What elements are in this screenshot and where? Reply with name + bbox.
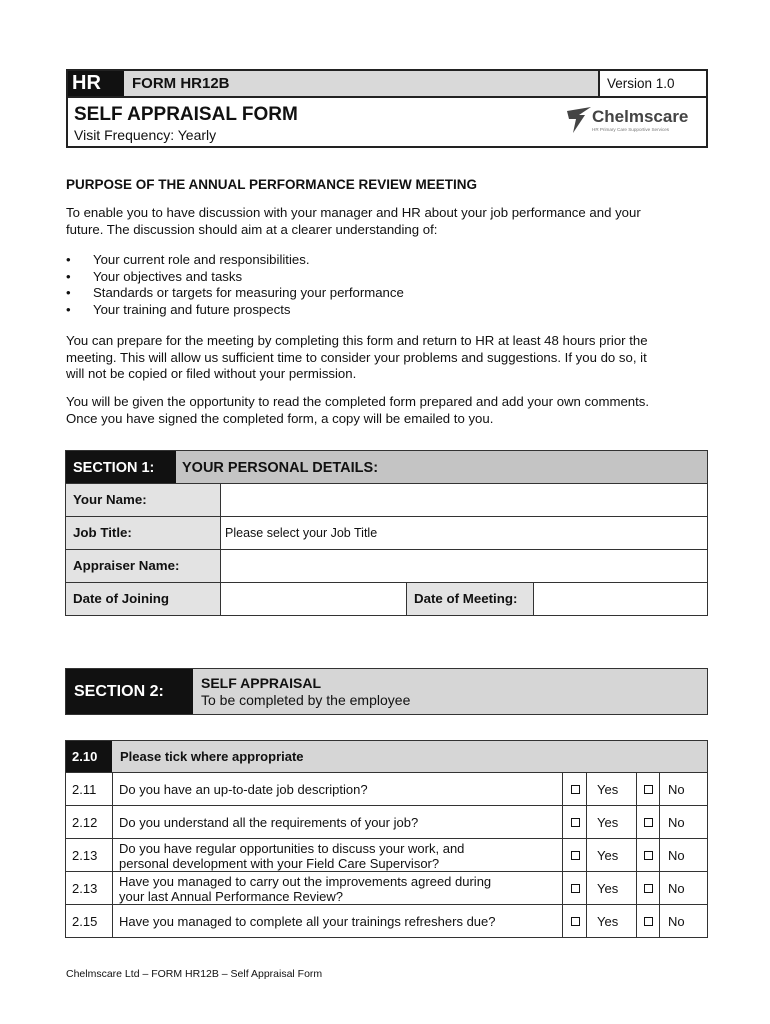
hr-badge: HR bbox=[68, 71, 124, 96]
yes-label: Yes bbox=[597, 881, 619, 896]
visit-frequency: Visit Frequency: Yearly bbox=[74, 127, 217, 143]
no-checkbox[interactable] bbox=[644, 851, 653, 860]
job-title-row bbox=[65, 517, 708, 550]
form-title: SELF APPRAISAL FORM bbox=[74, 104, 298, 125]
date-of-meeting-input[interactable] bbox=[533, 583, 707, 615]
date-of-joining-input[interactable] bbox=[220, 583, 406, 615]
page-footer: Chelmscare Ltd – FORM HR12B – Self Appraisal Form bbox=[66, 968, 323, 980]
section-1-header bbox=[65, 450, 708, 484]
question-line: Have you managed to complete all your trainings refreshers due? bbox=[119, 914, 496, 929]
purpose-heading: PURPOSE OF THE ANNUAL PERFORMANCE REVIEW MEETING bbox=[66, 177, 478, 192]
question-number: 2.15 bbox=[72, 914, 98, 929]
question-text bbox=[119, 841, 559, 871]
no-label: No bbox=[668, 848, 685, 863]
bullet-item: • Standards or targets for measuring your performance bbox=[66, 285, 404, 302]
your-name-input[interactable] bbox=[220, 484, 707, 516]
questions-header-number: 2.10 bbox=[66, 741, 112, 772]
question-text bbox=[119, 874, 559, 904]
intro-line: To enable you to have discussion with your manager and HR about your job performance and your bbox=[66, 205, 641, 220]
section-2-subtitle: To be completed by the employee bbox=[201, 692, 411, 708]
yes-checkbox[interactable] bbox=[571, 785, 580, 794]
yes-checkbox[interactable] bbox=[571, 917, 580, 926]
logo-tagline: HR Primary Care Supportive Services bbox=[592, 127, 670, 132]
question-text bbox=[119, 914, 559, 929]
chelmscare-logo bbox=[565, 105, 695, 139]
no-label: No bbox=[668, 815, 685, 830]
review-paragraph bbox=[66, 394, 706, 427]
questions-header-text: Please tick where appropriate bbox=[120, 749, 304, 764]
bullet-item: • Your training and future prospects bbox=[66, 302, 404, 319]
date-of-meeting-label: Date of Meeting: bbox=[406, 583, 533, 615]
section-1-title: YOUR PERSONAL DETAILS: bbox=[182, 460, 379, 476]
paragraph-line: will not be copied or filed without your permission. bbox=[66, 366, 357, 381]
question-line: personal development with your Field Care Supervisor? bbox=[119, 856, 440, 871]
paragraph-line: meeting. This will allow us sufficient time to consider your problems and suggestions. If you do so, it bbox=[66, 349, 647, 365]
bullet-item: • Your current role and responsibilities. bbox=[66, 252, 404, 269]
no-checkbox[interactable] bbox=[644, 785, 653, 794]
form-code: FORM HR12B bbox=[132, 75, 230, 92]
your-name-row bbox=[65, 484, 708, 517]
question-row bbox=[65, 839, 708, 872]
section-2-title: SELF APPRAISAL bbox=[201, 675, 322, 691]
dates-row bbox=[65, 583, 708, 616]
no-checkbox[interactable] bbox=[644, 818, 653, 827]
yes-checkbox[interactable] bbox=[571, 818, 580, 827]
question-number: 2.12 bbox=[72, 815, 98, 830]
paragraph-line: Once you have signed the completed form, a copy will be emailed to you. bbox=[66, 410, 494, 426]
question-line: Do you have regular opportunities to discuss your work, and bbox=[119, 841, 465, 856]
yes-label: Yes bbox=[597, 914, 619, 929]
yes-label: Yes bbox=[597, 848, 619, 863]
appraiser-name-label: Appraiser Name: bbox=[66, 550, 220, 582]
intro-line: future. The discussion should aim at a clearer understanding of: bbox=[66, 221, 438, 237]
no-label: No bbox=[668, 782, 685, 797]
yes-checkbox[interactable] bbox=[571, 851, 580, 860]
no-checkbox[interactable] bbox=[644, 884, 653, 893]
purpose-bullets bbox=[66, 252, 404, 318]
your-name-label: Your Name: bbox=[66, 484, 220, 516]
question-number: 2.13 bbox=[72, 881, 98, 896]
appraiser-name-row bbox=[65, 550, 708, 583]
no-label: No bbox=[668, 881, 685, 896]
no-checkbox[interactable] bbox=[644, 917, 653, 926]
question-row bbox=[65, 905, 708, 938]
logo-name: Chelmscare bbox=[592, 107, 689, 126]
header-bar bbox=[68, 71, 706, 98]
question-row bbox=[65, 806, 708, 839]
question-line: Do you have an up-to-date job description? bbox=[119, 782, 368, 797]
section-2-header bbox=[65, 668, 708, 715]
logo-swoosh-icon bbox=[565, 105, 593, 135]
section-2-label: SECTION 2: bbox=[66, 669, 193, 714]
yes-label: Yes bbox=[597, 782, 619, 797]
form-header bbox=[66, 69, 708, 148]
bullet-item: • Your objectives and tasks bbox=[66, 269, 404, 286]
yes-label: Yes bbox=[597, 815, 619, 830]
question-line: Have you managed to carry out the improvements agreed during bbox=[119, 874, 492, 889]
yes-checkbox[interactable] bbox=[571, 884, 580, 893]
question-text bbox=[119, 815, 559, 830]
no-label: No bbox=[668, 914, 685, 929]
question-row bbox=[65, 872, 708, 905]
appraiser-name-input[interactable] bbox=[220, 550, 707, 582]
version-label: Version 1.0 bbox=[598, 71, 706, 96]
job-title-label: Job Title: bbox=[66, 517, 220, 549]
preparation-paragraph bbox=[66, 333, 706, 383]
questions-header bbox=[65, 740, 708, 773]
job-title-select[interactable]: Please select your Job Title bbox=[220, 517, 707, 549]
section-1-label: SECTION 1: bbox=[66, 451, 176, 483]
section-1-personal-details bbox=[65, 450, 708, 616]
question-number: 2.13 bbox=[72, 848, 98, 863]
questions-table bbox=[65, 740, 708, 938]
question-number: 2.11 bbox=[72, 782, 97, 797]
question-row bbox=[65, 773, 708, 806]
question-line: your last Annual Performance Review? bbox=[119, 889, 344, 904]
paragraph-line: You can prepare for the meeting by completing this form and return to HR at least 48 hours prior the bbox=[66, 333, 648, 348]
paragraph-line: You will be given the opportunity to read the completed form prepared and add your own comments. bbox=[66, 394, 650, 409]
date-of-joining-label: Date of Joining bbox=[66, 583, 220, 615]
question-line: Do you understand all the requirements of your job? bbox=[119, 815, 419, 830]
question-text bbox=[119, 782, 559, 797]
purpose-intro bbox=[66, 205, 706, 238]
